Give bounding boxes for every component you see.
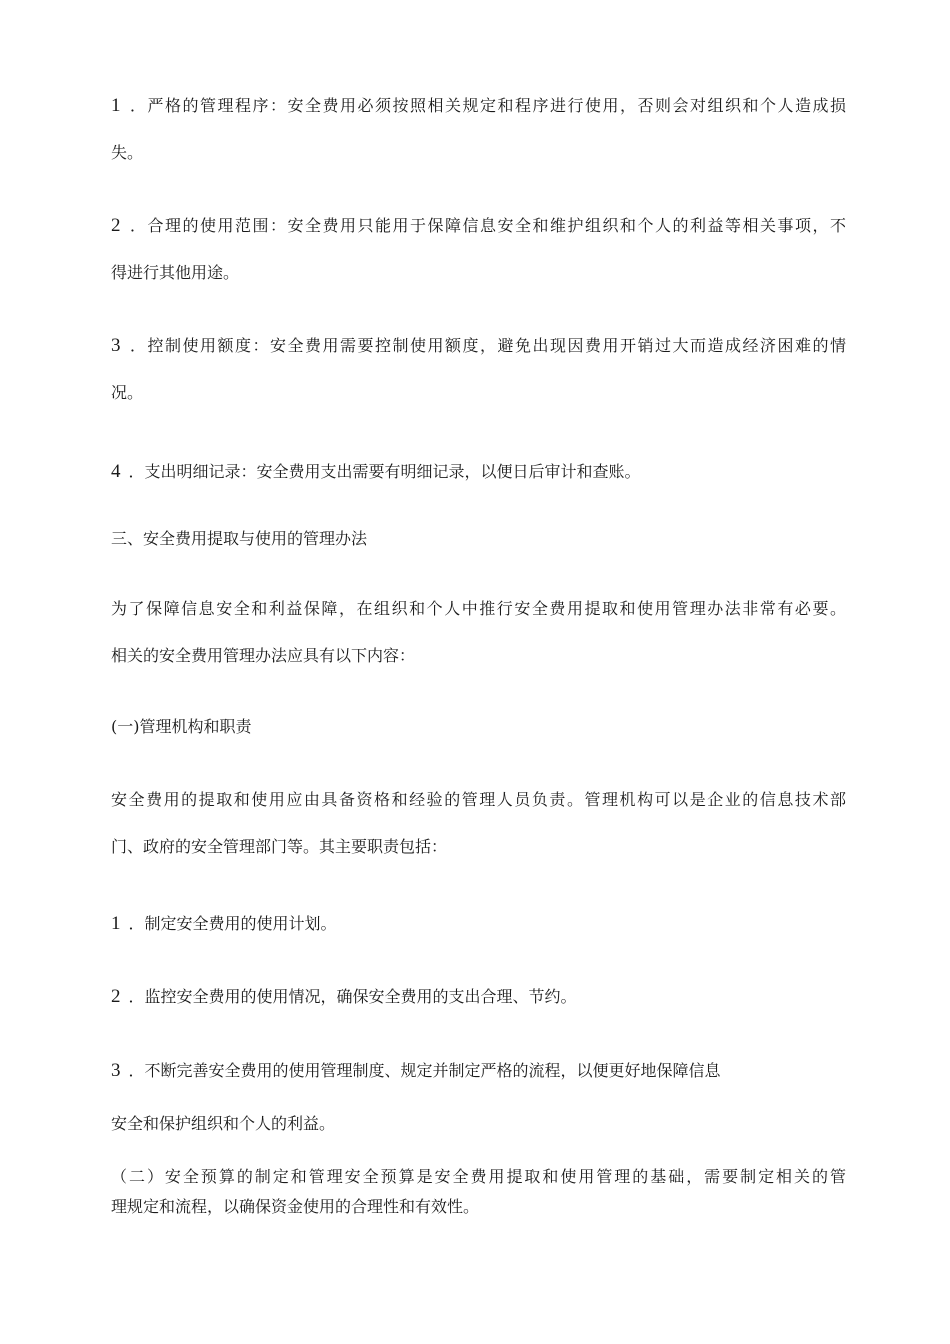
duty-item-2 (111, 986, 846, 1008)
list-number: 1 (111, 95, 121, 116)
paragraph-line: 得进行其他用途。 (111, 263, 240, 282)
list-item-4-expense-records (111, 461, 846, 483)
list-number: 1 (111, 913, 121, 934)
line-text: ．制定安全费用的使用计划。 (128, 914, 337, 933)
line-text: ．监控安全费用的使用情况，确保安全费用的支出合理、节约。 (128, 987, 577, 1006)
list-number: 2 (111, 215, 121, 236)
paragraph-line: 况。 (111, 383, 144, 402)
subsection-heading-2: （二）安全预算的制定和管理安全预算是安全费用提取和使用管理的基础，需要制定相关的管 (111, 1167, 846, 1186)
list-number: 4 (111, 461, 121, 482)
list-number: 3 (111, 335, 121, 356)
paragraph-line: 门、政府的安全管理部门等。其主要职责包括： (111, 837, 448, 856)
subsection-heading-1: (一)管理机构和职责 (111, 717, 252, 736)
paragraph-line: 安全和保护组织和个人的利益。 (111, 1114, 336, 1133)
paragraph-line: 安全费用的提取和使用应由具备资格和经验的管理人员负责。管理机构可以是企业的信息技术部 (111, 790, 846, 809)
list-number: 3 (111, 1060, 121, 1081)
line-text: ．严格的管理程序：安全费用必须按照相关规定和程序进行使用，否则会对组织和个人造成损 (128, 96, 846, 115)
list-number: 2 (111, 986, 121, 1007)
line-text: ．支出明细记录：安全费用支出需要有明细记录，以便日后审计和查账。 (128, 462, 641, 481)
paragraph-line: 理规定和流程，以确保资金使用的合理性和有效性。 (111, 1197, 480, 1216)
paragraph-line: 相关的安全费用管理办法应具有以下内容： (111, 646, 416, 665)
list-item-2-usage-scope (111, 215, 846, 237)
paragraph-line: 失。 (111, 143, 144, 162)
line-text: ．控制使用额度：安全费用需要控制使用额度，避免出现因费用开销过大而造成经济困难的情 (128, 336, 846, 355)
section-heading-3: 三、安全费用提取与使用的管理办法 (111, 529, 368, 548)
duty-item-3 (111, 1060, 846, 1082)
line-text: ．不断完善安全费用的使用管理制度、规定并制定严格的流程，以便更好地保障信息 (128, 1061, 721, 1080)
list-item-1-strict-procedure (111, 95, 846, 117)
line-text: ．合理的使用范围：安全费用只能用于保障信息安全和维护组织和个人的利益等相关事项，不 (128, 216, 846, 235)
list-item-3-usage-limit (111, 335, 846, 357)
paragraph-line: 为了保障信息安全和利益保障，在组织和个人中推行安全费用提取和使用管理办法非常有必要。 (111, 599, 846, 618)
duty-item-1 (111, 913, 846, 935)
